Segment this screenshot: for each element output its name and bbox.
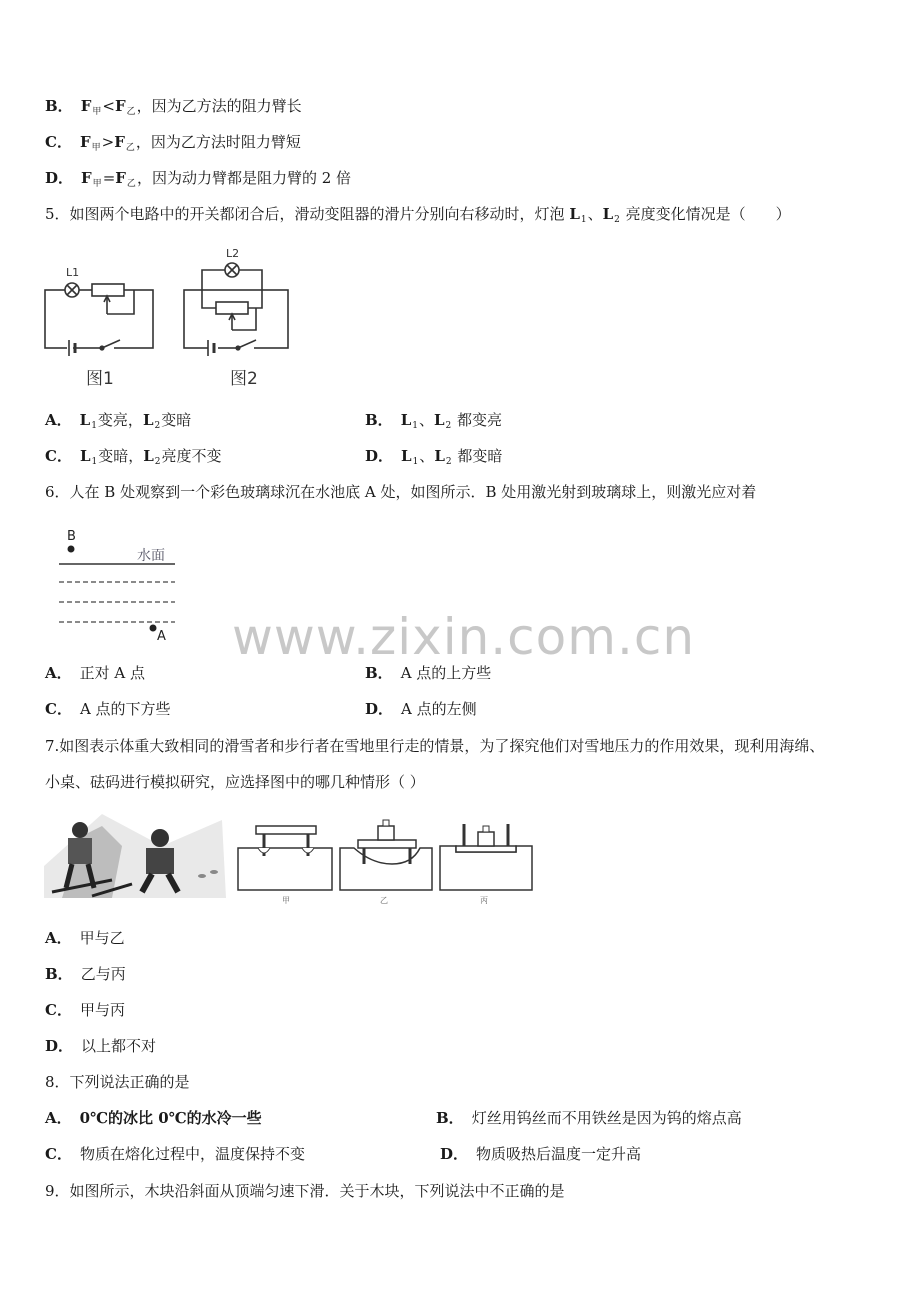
q7-option-d: D． 以上都不对 bbox=[45, 1037, 157, 1055]
circuit2-wire bbox=[184, 290, 288, 348]
q5-stem: 5．如图两个电路中的开关都闭合后，滑动变阻器的滑片分别向右移动时，灯泡 $L_1$、$L_2$ 亮度变化情况是（ ） bbox=[45, 205, 791, 225]
q8-option-d: D． 物质吸热后温度一定升高 bbox=[440, 1145, 642, 1163]
q5-option-b: B． $L_1$、$L_2$ 都变亮 bbox=[365, 411, 503, 431]
q7-option-c: C． 甲与丙 bbox=[45, 1001, 125, 1019]
experiment-bing bbox=[440, 824, 532, 890]
q5-option-d: D． $L_1$、$L_2$ 都变暗 bbox=[365, 447, 503, 467]
q8-option-b: B． 灯丝用钨丝而不用铁丝是因为钨的熔点高 bbox=[436, 1109, 742, 1127]
q7-stem-line2: 小桌、砝码进行模拟研究，应选择图中的哪几种情形（ ） bbox=[45, 773, 425, 791]
point-b-label: B bbox=[67, 529, 76, 544]
point-b-marker bbox=[68, 546, 75, 553]
experiment-jia bbox=[238, 826, 332, 890]
q7-option-b: B． 乙与丙 bbox=[45, 965, 126, 983]
q4-option-b: B． $F_甲<F_乙$，因为乙方法的阻力臂长 bbox=[45, 97, 302, 117]
q6-option-a: A． 正对 A 点 bbox=[45, 664, 146, 682]
q6-stem: 6．人在 B 处观察到一个彩色玻璃球沉在水池底 A 处，如图所示．B 处用激光射到玻璃球上，则激光应对着 bbox=[45, 483, 757, 501]
q5-circuit-figure bbox=[40, 240, 300, 392]
watermark: www.zixin.com.cn bbox=[232, 608, 696, 666]
q6-option-c: C． A 点的下方些 bbox=[45, 700, 171, 718]
point-a-marker bbox=[150, 625, 157, 632]
rheostat1-icon bbox=[92, 284, 124, 296]
fig-label-bing: 丙 bbox=[480, 896, 488, 905]
q5-option-a: A． $L_1$变亮，$L_2$变暗 bbox=[45, 411, 192, 431]
q6-pool-figure bbox=[55, 524, 185, 644]
q4-option-c: C． $F_甲>F_乙$，因为乙方法时阻力臂短 bbox=[45, 133, 301, 153]
q7-option-a: A． 甲与乙 bbox=[45, 929, 125, 947]
lamp-l1-label: L1 bbox=[66, 266, 80, 279]
q6-option-d: D． A 点的左侧 bbox=[365, 700, 477, 718]
experiment-yi bbox=[340, 820, 432, 890]
q8-option-c: C． 物质在熔化过程中，温度保持不变 bbox=[45, 1145, 305, 1163]
fig1-label: 图1 bbox=[86, 369, 114, 389]
water-surface-label: 水面 bbox=[137, 548, 165, 564]
q7-figure bbox=[42, 806, 534, 906]
circuit1-wire bbox=[45, 290, 153, 348]
fig-label-jia: 甲 bbox=[282, 896, 290, 905]
point-a-label: A bbox=[157, 629, 166, 644]
q5-option-c: C． $L_1$变暗，$L_2$亮度不变 bbox=[45, 447, 222, 467]
fig-label-yi: 乙 bbox=[380, 896, 388, 905]
q6-option-b: B． A 点的上方些 bbox=[365, 664, 492, 682]
skier-walker-illustration bbox=[44, 814, 226, 898]
q8-stem: 8．下列说法正确的是 bbox=[45, 1073, 190, 1091]
lamp-l2-label: L2 bbox=[226, 247, 240, 260]
q9-stem: 9．如图所示，木块沿斜面从顶端匀速下滑．关于木块，下列说法中不正确的是 bbox=[45, 1182, 565, 1200]
fig2-label: 图2 bbox=[230, 369, 258, 389]
rheostat2-icon bbox=[216, 302, 248, 314]
q7-stem-line1: 7.如图表示体重大致相同的滑雪者和步行者在雪地里行走的情景，为了探究他们对雪地压力的作用效果，现利用海绵、 bbox=[45, 737, 825, 755]
q4-option-d: D． $F_甲=F_乙$，因为动力臂都是阻力臂的 2 倍 bbox=[45, 169, 352, 189]
q8-option-a: A． 0℃的冰比 0℃的水冷一些 bbox=[45, 1109, 262, 1127]
